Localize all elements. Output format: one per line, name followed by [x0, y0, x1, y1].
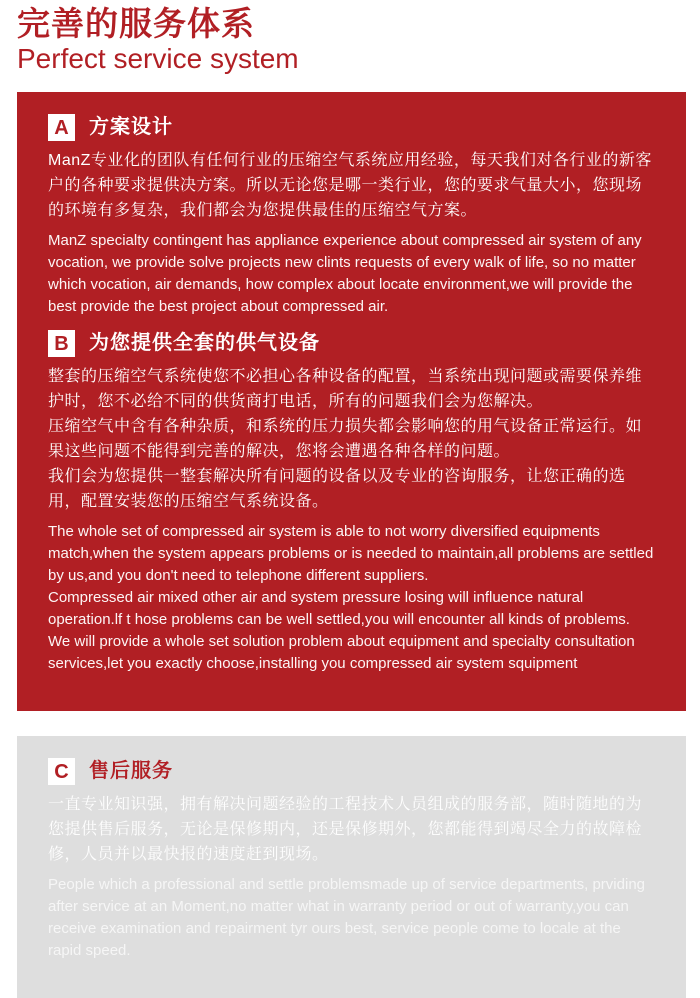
paragraph: 整套的压缩空气系统使您不必担心各种设备的配置，当系统出现问题或需要保养维护时，您不必给不同的供货商打电话，所有的问题我们会为您解决。: [48, 368, 643, 410]
section-b-body-en: [48, 521, 655, 675]
section-c-body-zh: [48, 792, 655, 867]
section-a-badge: A: [48, 114, 75, 141]
paragraph: 压缩空气中含有各种杂质，和系统的压力损失都会影响您的用气设备正常运行。如果这些问题不能得到完善的解决，您将会遭遇各种各样的问题。: [48, 418, 643, 460]
paragraph: ManZ specialty contingent has appliance experience about compressed air system of any vocation, we provide solve projects new clints requests of every walk of life, so no matter which vocation, air demands, how complex about locate environment,we will provide the best provide the best project about compressed air.: [48, 232, 642, 315]
paragraph: We will provide a whole set solution problem about equipment and specialty consultation services,let you exactly choose,installing you compressed air system squipment: [48, 633, 635, 672]
page-header: [0, 0, 700, 75]
paragraph: ManZ专业化的团队有任何行业的压缩空气系统应用经验，每天我们对各行业的新客户的各种要求提供决方案。所以无论您是哪一类行业，您的要求气量大小，您现场的环境有多复杂，我们都会为您提供最佳的压缩空气方案。: [48, 152, 652, 219]
paragraph: 我们会为您提供一整套解决所有问题的设备以及专业的咨询服务，让您正确的选用，配置安装您的压缩空气系统设备。: [48, 468, 626, 510]
section-a-body-en: [48, 230, 655, 318]
section-b-body-zh: [48, 364, 655, 514]
section-c-badge: C: [48, 758, 75, 785]
section-c-body-en: [48, 874, 655, 962]
section-b-header: [48, 330, 655, 357]
main-service-panel: [17, 92, 686, 711]
paragraph: Compressed air mixed other air and system pressure losing will influence natural operation.lf t hose problems can be well settled,you will encounter all kinds of problems.: [48, 589, 630, 628]
section-a-header: [48, 114, 655, 141]
section-c-header: [48, 758, 655, 785]
section-b-title: 为您提供全套的供气设备: [89, 332, 320, 354]
section-b-badge: B: [48, 330, 75, 357]
after-sale-panel: [17, 736, 686, 998]
section-a-body-zh: [48, 148, 655, 223]
section-a-title: 方案设计: [89, 116, 173, 138]
section-c-title: 售后服务: [89, 760, 173, 782]
page-title-en: Perfect service system: [17, 43, 299, 74]
paragraph: The whole set of compressed air system is able to not worry diversified equipments match,when the system appears problems or is needed to maintain,all problems are settled by us,and you don't need to telephone different suppliers.: [48, 523, 654, 584]
paragraph: People which a professional and settle problemsmade up of service departments, prviding after service at an Moment,no matter what in warranty period or out of warranty,you can receive examination and repairment tyr ours best, service people come to locale at the rapid speed.: [48, 876, 645, 959]
paragraph: 一直专业知识强，拥有解决问题经验的工程技术人员组成的服务部，随时随地的为您提供售后服务，无论是保修期内，还是保修期外，您都能得到竭尽全力的故障检修，人员并以最快报的速度赶到现场。: [48, 796, 643, 863]
page-title-zh: 完善的服务体系: [17, 5, 255, 42]
